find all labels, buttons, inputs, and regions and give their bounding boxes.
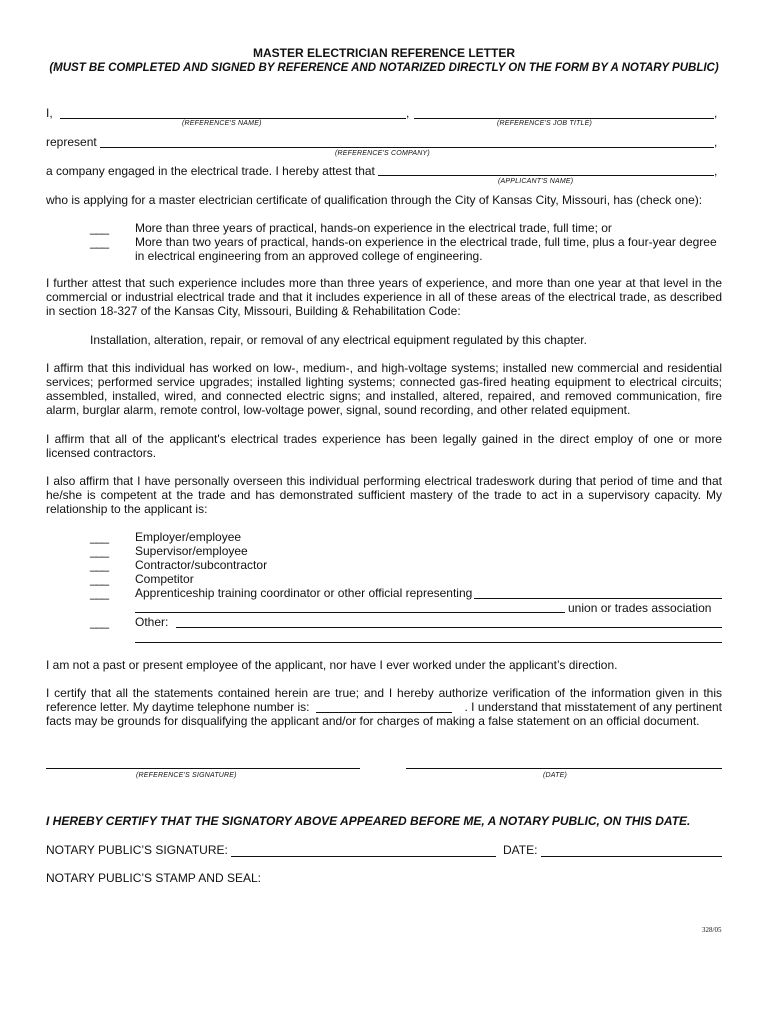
union-name-field[interactable] [135,612,565,613]
option1-text: More than three years of practical, hands-on experience in the electrical trade, full time; or [135,221,612,235]
certify-paragraph [46,686,722,728]
apprenticeship-checkbox[interactable]: ___ [90,586,109,600]
affirm-line: I affirm that all of the applicant's electrical trades experience has been legally gained in the direct employ of one or more [46,432,722,446]
affirm-line: assembled, installed, wired, and connected electric signs; and installed, altered, repaired, and removed communication, fire [46,389,722,403]
attest-line: commercial or industrial electrical trade and that it includes experience in all of these areas of the electrical trade, as described [46,290,722,304]
apprenticeship-option: Apprenticeship training coordinator or other official representing [135,586,473,600]
other-checkbox[interactable]: ___ [90,615,109,629]
affirm-line: relationship to the applicant is: [46,502,208,516]
affirm-line: licensed contractors. [46,446,157,460]
signature-date-caption: (DATE) [543,772,568,779]
references-company-caption: (REFERENCE'S COMPANY) [335,150,430,157]
notary-signature-field[interactable] [231,856,496,857]
represent-label: represent [46,135,97,149]
notary-stamp-label: NOTARY PUBLIC’S STAMP AND SEAL: [46,871,261,885]
affirm-line: alarm, burglar alarm, remote control, low-voltage power, signal, sound recording, and other related equipment. [46,403,631,417]
references-signature-field[interactable] [46,768,360,769]
applicants-name-caption: (APPLICANT'S NAME) [498,178,574,185]
notary-signature-label: NOTARY PUBLIC’S SIGNATURE: [46,843,228,857]
other-field-line1[interactable] [176,627,722,628]
applying-line: who is applying for a master electrician certificate of qualification through the City of Kansas City, Missouri, has (check one): [46,193,703,207]
comma-separator: , [714,135,718,149]
affirm-line: I also affirm that I have personally overseen this individual performing electrical tradeswork during that period of time and that [46,474,722,488]
affirm-line: services; performed service upgrades; installed lighting systems; connected gas-fired heating equipment to electrical circuits; [46,375,722,389]
attest-line: I further attest that such experience includes more than three years of experience, and more than one year at that level in the [46,276,722,290]
daytime-telephone-field[interactable] [316,712,452,713]
i-label: I, [46,106,53,120]
references-signature-caption: (REFERENCE'S SIGNATURE) [136,772,237,779]
affirm-paragraph-2 [46,432,722,460]
references-company-field[interactable] [100,147,714,148]
other-label: Other: [135,615,169,629]
comma-separator: , [406,106,410,120]
affirm-paragraph-3 [46,474,722,516]
affirm-paragraph-1 [46,361,722,417]
option1-checkbox[interactable]: ___ [90,221,109,235]
option2-text-line1: More than two years of practical, hands-on experience in the electrical trade, full time, plus a four-year degree [135,235,717,249]
union-label: union or trades association [568,601,712,615]
certify-misstatement-text: . I understand that misstatement of any pertinent [464,700,722,714]
contractor-option: Contractor/subcontractor [135,558,268,572]
company-line: a company engaged in the electrical trade. I hereby attest that [46,164,375,178]
references-job-title-caption: (REFERENCE'S JOB TITLE) [497,120,593,127]
signature-date-field[interactable] [406,768,722,769]
affirm-line: he/she is competent at the trade and has demonstrated sufficient mastery of the trade to act in a supervisory capacity. My [46,488,722,502]
supervisor-option: Supervisor/employee [135,544,248,558]
comma-separator: , [714,106,718,120]
affirm-line: I affirm that this individual has worked on low-, medium-, and high-voltage systems; installed new commercial and residential [46,361,722,375]
option2-checkbox[interactable]: ___ [90,235,109,249]
certify-line: facts may be grounds for disqualifying the applicant and/or for charges of making a false statement on an official document. [46,714,700,728]
references-job-title-field[interactable] [414,118,714,119]
comma-separator: , [714,164,718,178]
supervisor-checkbox[interactable]: ___ [90,544,109,558]
notary-date-field[interactable] [541,856,722,857]
references-name-caption: (REFERENCE'S NAME) [182,120,262,127]
option2-text-line2: in electrical engineering from an approved college of engineering. [135,249,483,263]
certify-line: I certify that all the statements contained herein are true; and I hereby authorize verification of the information given in this [46,686,722,700]
notary-date-label: DATE: [503,843,538,857]
not-employee-statement: I am not a past or present employee of the applicant, nor have I ever worked under the applicant’s direction. [46,658,618,672]
competitor-option: Competitor [135,572,194,586]
other-field-line2[interactable] [135,642,722,643]
applicants-name-field[interactable] [378,175,714,176]
attest-paragraph [46,276,722,318]
apprenticeship-organization-field[interactable] [474,598,722,599]
installation-line: Installation, alteration, repair, or removal of any electrical equipment regulated by this chapter. [90,333,587,347]
notary-certify-statement: I HEREBY CERTIFY THAT THE SIGNATORY ABOVE APPEARED BEFORE ME, A NOTARY PUBLIC, ON THIS DATE. [46,814,691,828]
attest-line: in section 18-327 of the Kansas City, Missouri, Building & Rehabilitation Code: [46,304,461,318]
certify-phone-label: reference letter. My daytime telephone number is: [46,700,310,714]
form-code: 328/05 [702,926,722,934]
employer-checkbox[interactable]: ___ [90,530,109,544]
certify-phone-line [46,700,722,714]
contractor-checkbox[interactable]: ___ [90,558,109,572]
form-title: MASTER ELECTRICIAN REFERENCE LETTER [252,46,515,60]
employer-option: Employer/employee [135,530,242,544]
competitor-checkbox[interactable]: ___ [90,572,109,586]
form-subtitle: (MUST BE COMPLETED AND SIGNED BY REFERENCE AND NOTARIZED DIRECTLY ON THE FORM BY A NOTARY PUBLIC) [49,62,719,74]
references-name-field[interactable] [60,118,406,119]
